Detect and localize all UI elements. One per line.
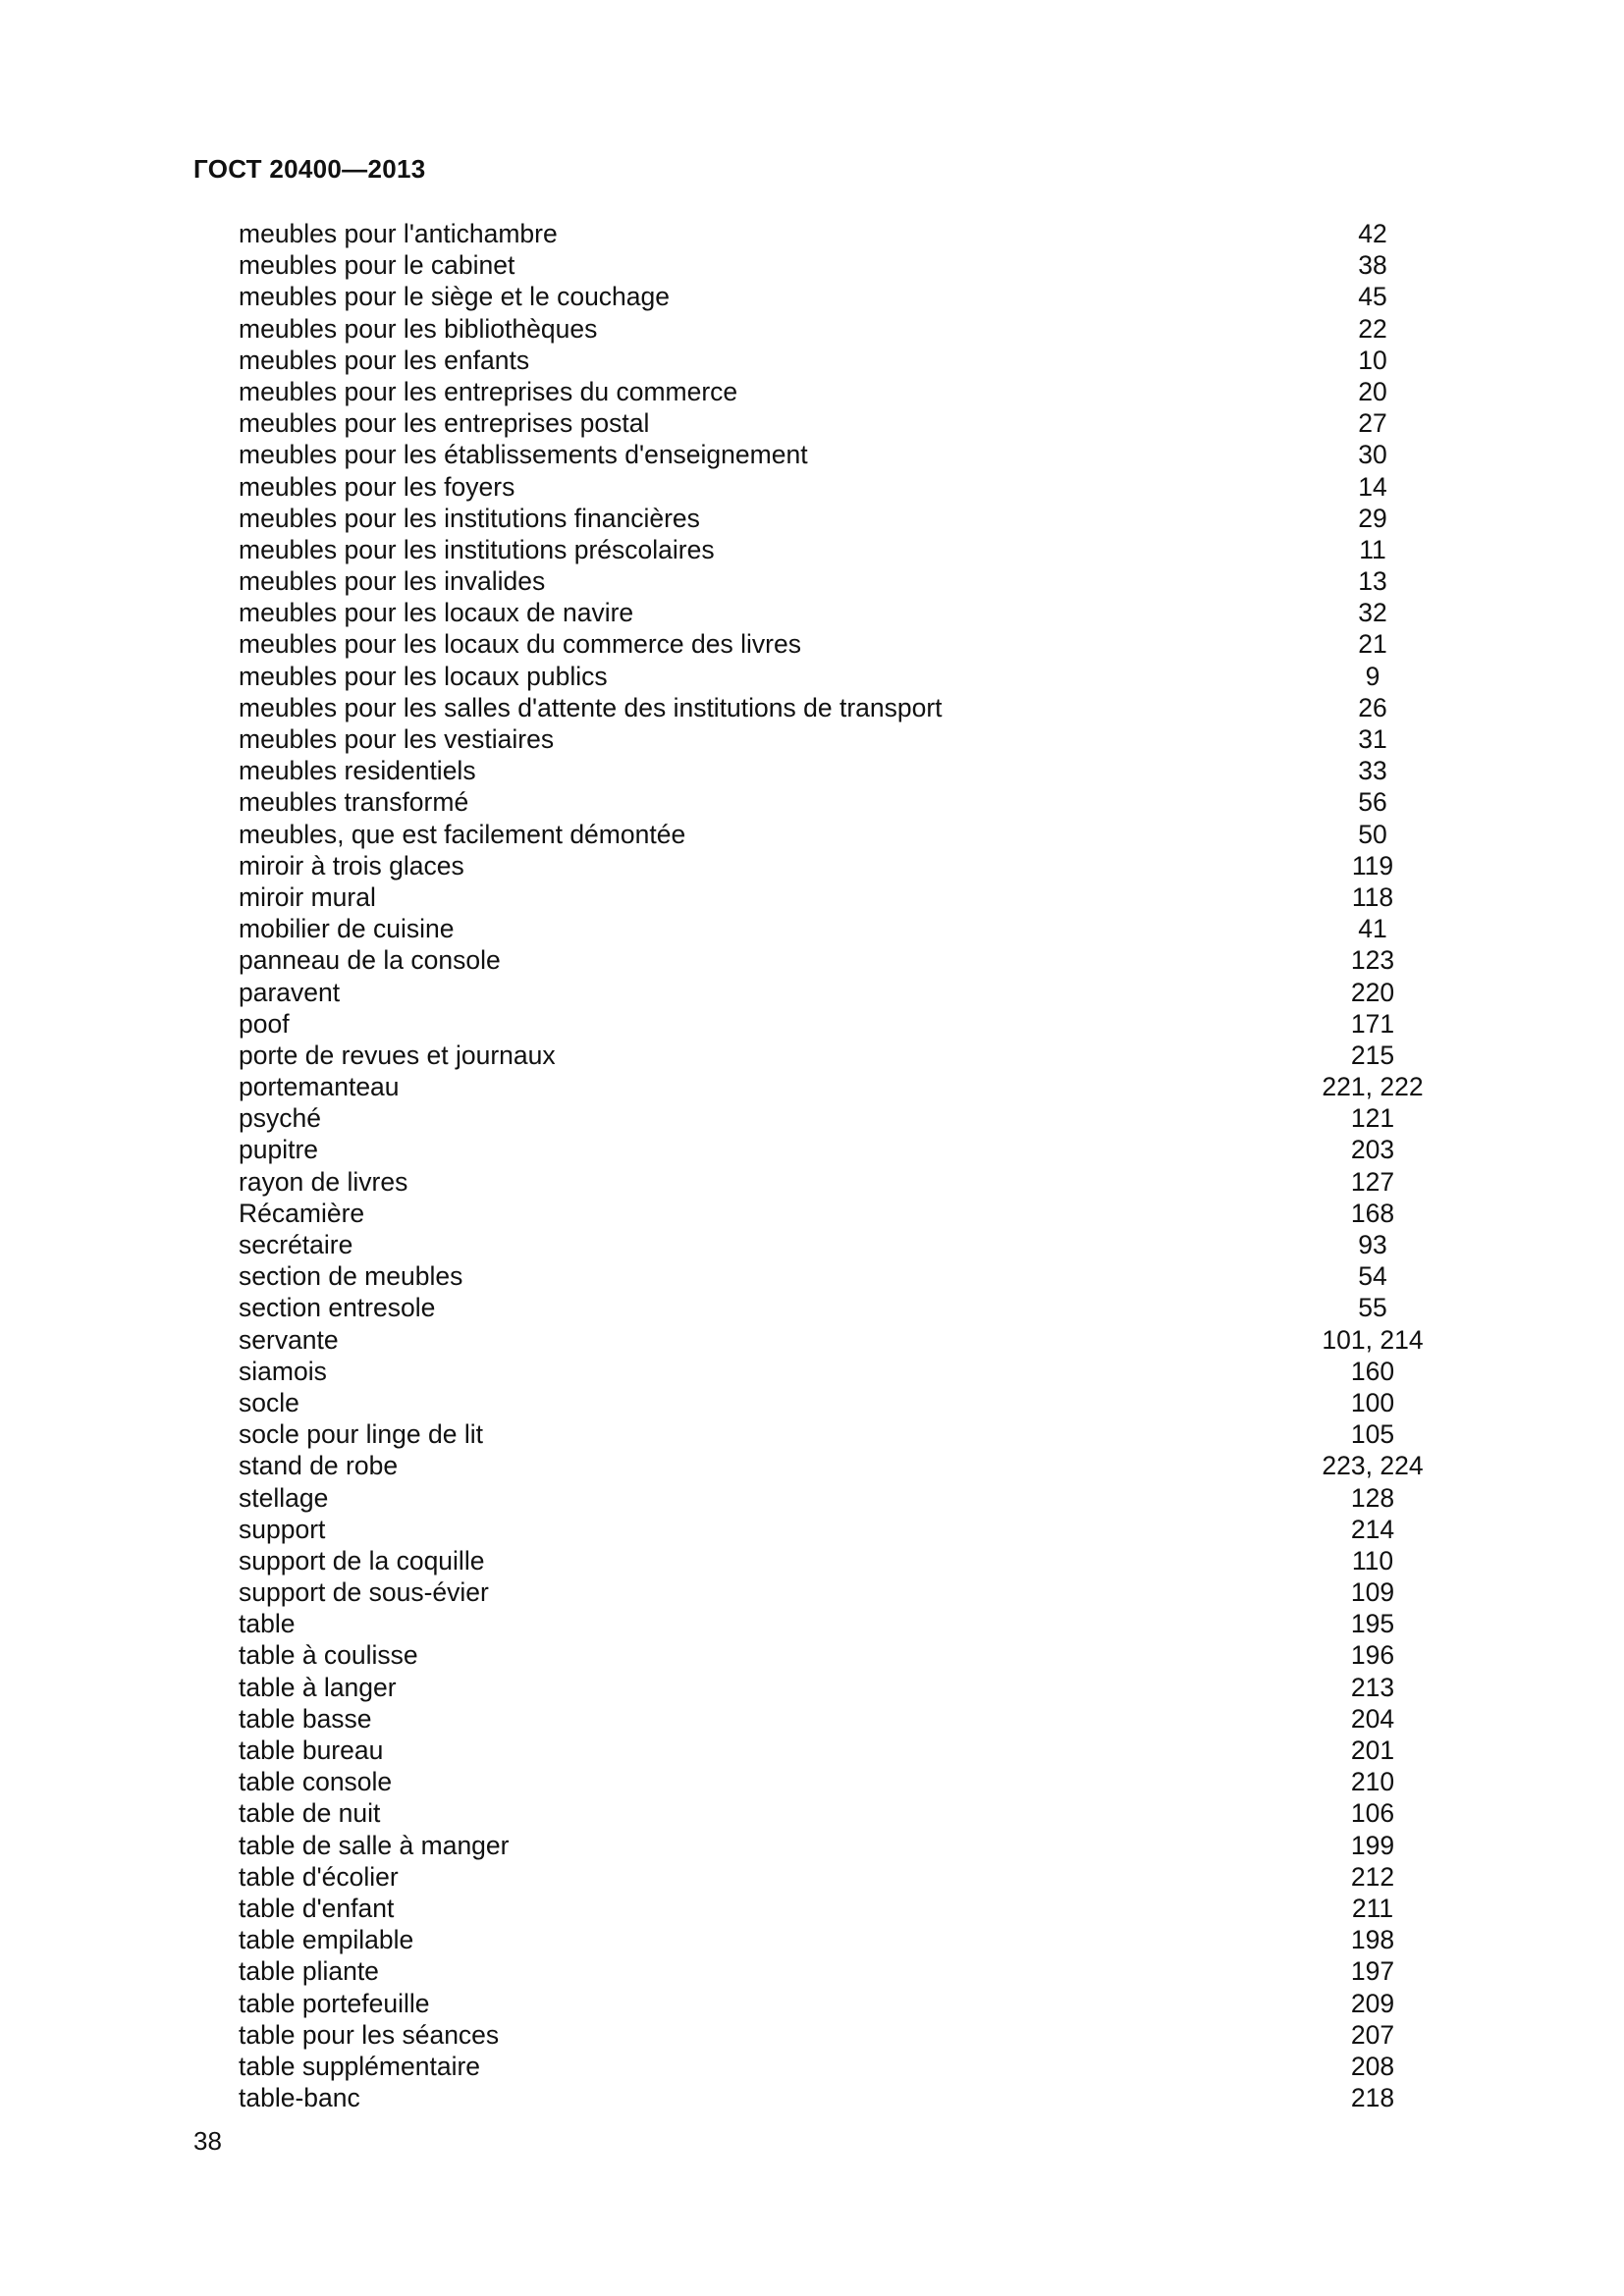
index-term: section entresole [239,1293,436,1323]
index-term-number: 105 [1350,1419,1395,1450]
index-term-number: 210 [1350,1767,1395,1797]
index-term-number: 13 [1358,566,1387,597]
index-term-number: 118 [1351,881,1394,912]
index-entry [239,1514,1446,1545]
index-term: meubles pour les bibliothèques [239,313,598,344]
index-term: table portefeuille [239,1988,430,2018]
index-entry [239,1008,1446,1040]
index-term: table console [239,1767,393,1797]
index-term-number: 27 [1358,408,1387,439]
index-term-number: 214 [1350,1514,1395,1544]
index-term: pupitre [239,1135,319,1165]
index-term-number: 203 [1350,1135,1395,1165]
index-term: servante [239,1324,339,1355]
index-entry [239,786,1446,818]
index-entry [239,692,1446,723]
index-term-number: 14 [1358,471,1387,502]
index-term: poof [239,1008,290,1039]
index-term-number: 119 [1351,850,1394,881]
index-entry [239,913,1446,944]
index-term-number: 213 [1350,1672,1395,1702]
index-term: psyché [239,1103,321,1134]
index-term: table de nuit [239,1798,381,1829]
index-entry [239,1102,1446,1134]
index-term: stand de robe [239,1451,399,1481]
index-term-number: 56 [1358,787,1387,818]
index-entry [239,628,1446,660]
index-entry [239,1292,1446,1323]
index-term-number: 26 [1358,692,1387,722]
index-term-number: 121 [1350,1103,1395,1134]
index-entry [239,1924,1446,1955]
index-entry [239,1893,1446,1924]
index-term: table pliante [239,1956,379,1987]
index-term-number: 100 [1350,1387,1395,1417]
index-term-number: 160 [1350,1356,1395,1386]
index-term: support de sous-évier [239,1577,489,1608]
index-term-number: 168 [1350,1198,1395,1228]
index-entry [239,407,1446,439]
index-entry [239,1482,1446,1514]
index-entry [239,1198,1446,1229]
index-term: support [239,1514,326,1544]
index-term-number: 50 [1358,819,1387,849]
index-term: stellage [239,1482,329,1513]
index-term-number: 9 [1365,661,1380,691]
index-term-number: 32 [1358,598,1387,628]
index-entry [239,1450,1446,1481]
index-entry [239,1955,1446,1987]
index-term: meubles pour les institutions financières [239,503,700,533]
index-entry [239,597,1446,628]
index-entry [239,944,1446,976]
index-term: mobilier de cuisine [239,914,455,944]
index-term-number: 33 [1358,756,1387,786]
index-term: Récamière [239,1198,365,1228]
index-term-number: 21 [1358,629,1387,660]
index-entry [239,2051,1446,2082]
index-term: table de salle à manger [239,1830,510,1860]
index-term: meubles pour les locaux du commerce des livres [239,629,801,660]
index-entry [239,2082,1446,2113]
index-term: meubles pour les entreprises postal [239,408,650,439]
index-term: meubles, que est facilement démontée [239,819,686,849]
index-term: table-banc [239,2083,360,2113]
index-entry [239,1545,1446,1576]
index-entry [239,376,1446,407]
index-entry [239,249,1446,281]
index-entry [239,281,1446,312]
index-term: socle [239,1387,299,1417]
index-term-number: 45 [1358,282,1387,312]
alphabetical-index [239,218,1446,2113]
index-term: miroir mural [239,881,376,912]
index-term-number: 218 [1350,2083,1395,2113]
index-term: secrétaire [239,1230,353,1259]
index-term-number: 31 [1358,724,1387,754]
index-term: meubles pour les salles d'attente des institutions de transport [239,692,943,722]
index-term: table à langer [239,1672,397,1702]
index-entry [239,471,1446,503]
index-term-number: 127 [1350,1166,1395,1197]
index-entry [239,1134,1446,1165]
index-term-number: 196 [1350,1640,1395,1671]
index-term-number: 211 [1351,1893,1394,1923]
index-term: meubles pour les entreprises du commerce [239,376,738,406]
index-entry [239,819,1446,850]
index-term: panneau de la console [239,945,501,976]
index-term: table supplémentaire [239,2051,481,2081]
index-term: meubles pour les vestiaires [239,724,555,754]
index-term: rayon de livres [239,1166,408,1197]
index-term: table basse [239,1703,372,1734]
index-term-number: 93 [1358,1230,1387,1259]
index-term: siamois [239,1356,327,1386]
index-entry [239,1071,1446,1102]
index-term: paravent [239,977,341,1007]
index-term: miroir à trois glaces [239,850,464,881]
index-term-number: 110 [1351,1545,1394,1575]
index-term-number: 41 [1358,914,1387,944]
index-term-number: 223, 224 [1322,1451,1424,1481]
index-entry [239,850,1446,881]
index-entry [239,1387,1446,1418]
index-term-number: 22 [1358,313,1387,344]
index-term: table pour les séances [239,2019,500,2050]
index-term-number: 212 [1350,1861,1395,1892]
index-term-number: 55 [1358,1293,1387,1323]
index-term: meubles pour les locaux de navire [239,598,634,628]
index-term: table d'écolier [239,1861,399,1892]
index-entry [239,755,1446,786]
index-term: meubles pour les établissements d'enseignement [239,440,808,470]
index-term-number: 106 [1350,1798,1395,1829]
index-term: porte de revues et journaux [239,1040,556,1070]
index-entry [239,1672,1446,1703]
index-term: meubles pour les enfants [239,345,530,375]
index-term: table bureau [239,1735,384,1765]
page-number: 38 [193,2126,222,2156]
index-term-number: 171 [1350,1008,1395,1039]
index-term: portemanteau [239,1072,400,1102]
index-entry [239,1418,1446,1450]
index-term: meubles pour l'antichambre [239,219,558,248]
index-term-number: 123 [1350,945,1395,976]
index-entry [239,1166,1446,1198]
index-term-number: 198 [1350,1925,1395,1955]
index-term-number: 220 [1350,977,1395,1007]
index-entry [239,1576,1446,1608]
index-term: meubles transformé [239,787,469,818]
index-term-number: 42 [1358,219,1387,248]
index-entry [239,661,1446,692]
index-entry [239,345,1446,376]
index-term-number: 109 [1350,1577,1395,1608]
index-entry [239,1229,1446,1260]
index-entry [239,1639,1446,1671]
index-entry [239,313,1446,345]
index-term-number: 101, 214 [1322,1324,1424,1355]
index-entry [239,723,1446,755]
index-entry [239,1324,1446,1356]
index-term: meubles residentiels [239,756,476,786]
index-entry [239,1988,1446,2019]
index-entry [239,977,1446,1008]
index-term-number: 38 [1358,250,1387,281]
index-term-number: 20 [1358,376,1387,406]
index-term: table d'enfant [239,1893,395,1923]
index-entry [239,1356,1446,1387]
index-entry [239,2019,1446,2051]
index-term-number: 201 [1350,1735,1395,1765]
index-entry [239,1040,1446,1071]
index-term: section de meubles [239,1261,463,1292]
index-term: meubles pour les foyers [239,471,515,502]
index-term-number: 209 [1350,1988,1395,2018]
index-term-number: 207 [1350,2019,1395,2050]
index-term-number: 199 [1350,1830,1395,1860]
index-term-number: 10 [1358,345,1387,375]
index-entry [239,439,1446,470]
index-entry [239,503,1446,534]
index-term-number: 208 [1350,2051,1395,2081]
index-term-number: 197 [1350,1956,1395,1987]
index-term: socle pour linge de lit [239,1419,483,1450]
index-entry [239,1861,1446,1893]
index-entry [239,534,1446,565]
index-entry [239,218,1446,249]
index-entry [239,1260,1446,1292]
index-term: meubles pour les locaux publics [239,661,608,691]
index-entry [239,1797,1446,1829]
index-entry [239,1766,1446,1797]
index-term: support de la coquille [239,1545,485,1575]
index-entry [239,1703,1446,1735]
index-term: table empilable [239,1925,414,1955]
index-term-number: 195 [1350,1609,1395,1639]
index-term-number: 30 [1358,440,1387,470]
index-term: table à coulisse [239,1640,418,1671]
index-term: meubles pour les institutions préscolaires [239,534,715,564]
document-header: ГОСТ 20400—2013 [193,154,426,184]
index-entry [239,881,1446,913]
index-term-number: 54 [1358,1261,1387,1292]
index-term: table [239,1609,296,1639]
index-term: meubles pour le siège et le couchage [239,282,671,312]
index-term-number: 204 [1350,1703,1395,1734]
index-entry [239,1830,1446,1861]
index-term-number: 29 [1358,503,1387,533]
index-term-number: 221, 222 [1322,1072,1424,1102]
index-entry [239,1735,1446,1766]
index-entry [239,565,1446,597]
index-term-number: 11 [1359,534,1386,564]
index-term-number: 215 [1350,1040,1395,1070]
index-term: meubles pour le cabinet [239,250,515,281]
index-term-number: 128 [1350,1482,1395,1513]
index-term: meubles pour les invalides [239,566,546,597]
index-entry [239,1608,1446,1639]
